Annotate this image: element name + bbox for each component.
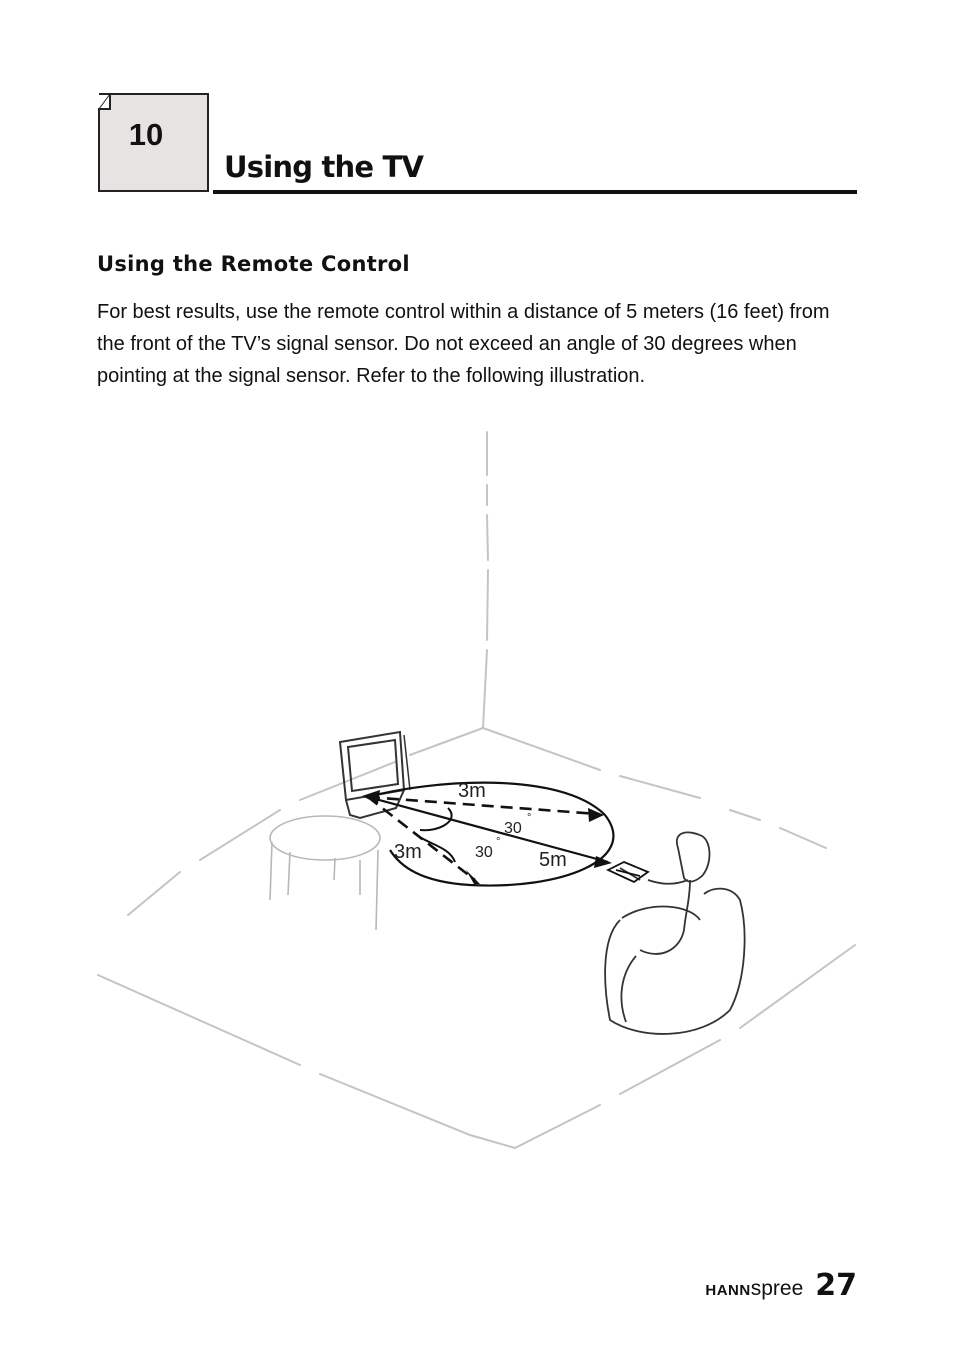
arrowheads <box>362 790 612 884</box>
section-heading: Using the Remote Control <box>97 252 410 276</box>
title-rule <box>213 190 857 194</box>
chapter-tab <box>98 93 208 191</box>
chapter-number: 10 <box>128 117 164 152</box>
body-paragraph: For best results, use the remote control within a distance of 5 meters (16 feet) from the front of the TV’s signal sensor. Do not exceed an angle of 30 degrees when pointing at the signal sensor. Refer to the following illustration. <box>97 301 830 387</box>
label-angle-lower-degree: ° <box>496 836 501 848</box>
label-distance-center: 5m <box>539 849 567 871</box>
label-angle-lower: 30 <box>475 844 493 861</box>
label-distance-upper: 3m <box>458 780 486 802</box>
label-distance-lower: 3m <box>394 841 422 863</box>
brand-logo-light: spree <box>750 1277 804 1300</box>
brand-logo-bold: HANN <box>705 1282 751 1299</box>
page-footer <box>705 1268 857 1303</box>
page-number: 27 <box>815 1268 857 1303</box>
remote-range-illustration <box>90 420 870 1160</box>
table-icon <box>270 816 380 930</box>
label-angle-upper-degree: ° <box>527 812 532 824</box>
signal-range-diagram <box>368 783 613 886</box>
label-angle-upper: 30 <box>504 820 522 837</box>
chapter-title: Using the TV <box>224 150 424 184</box>
